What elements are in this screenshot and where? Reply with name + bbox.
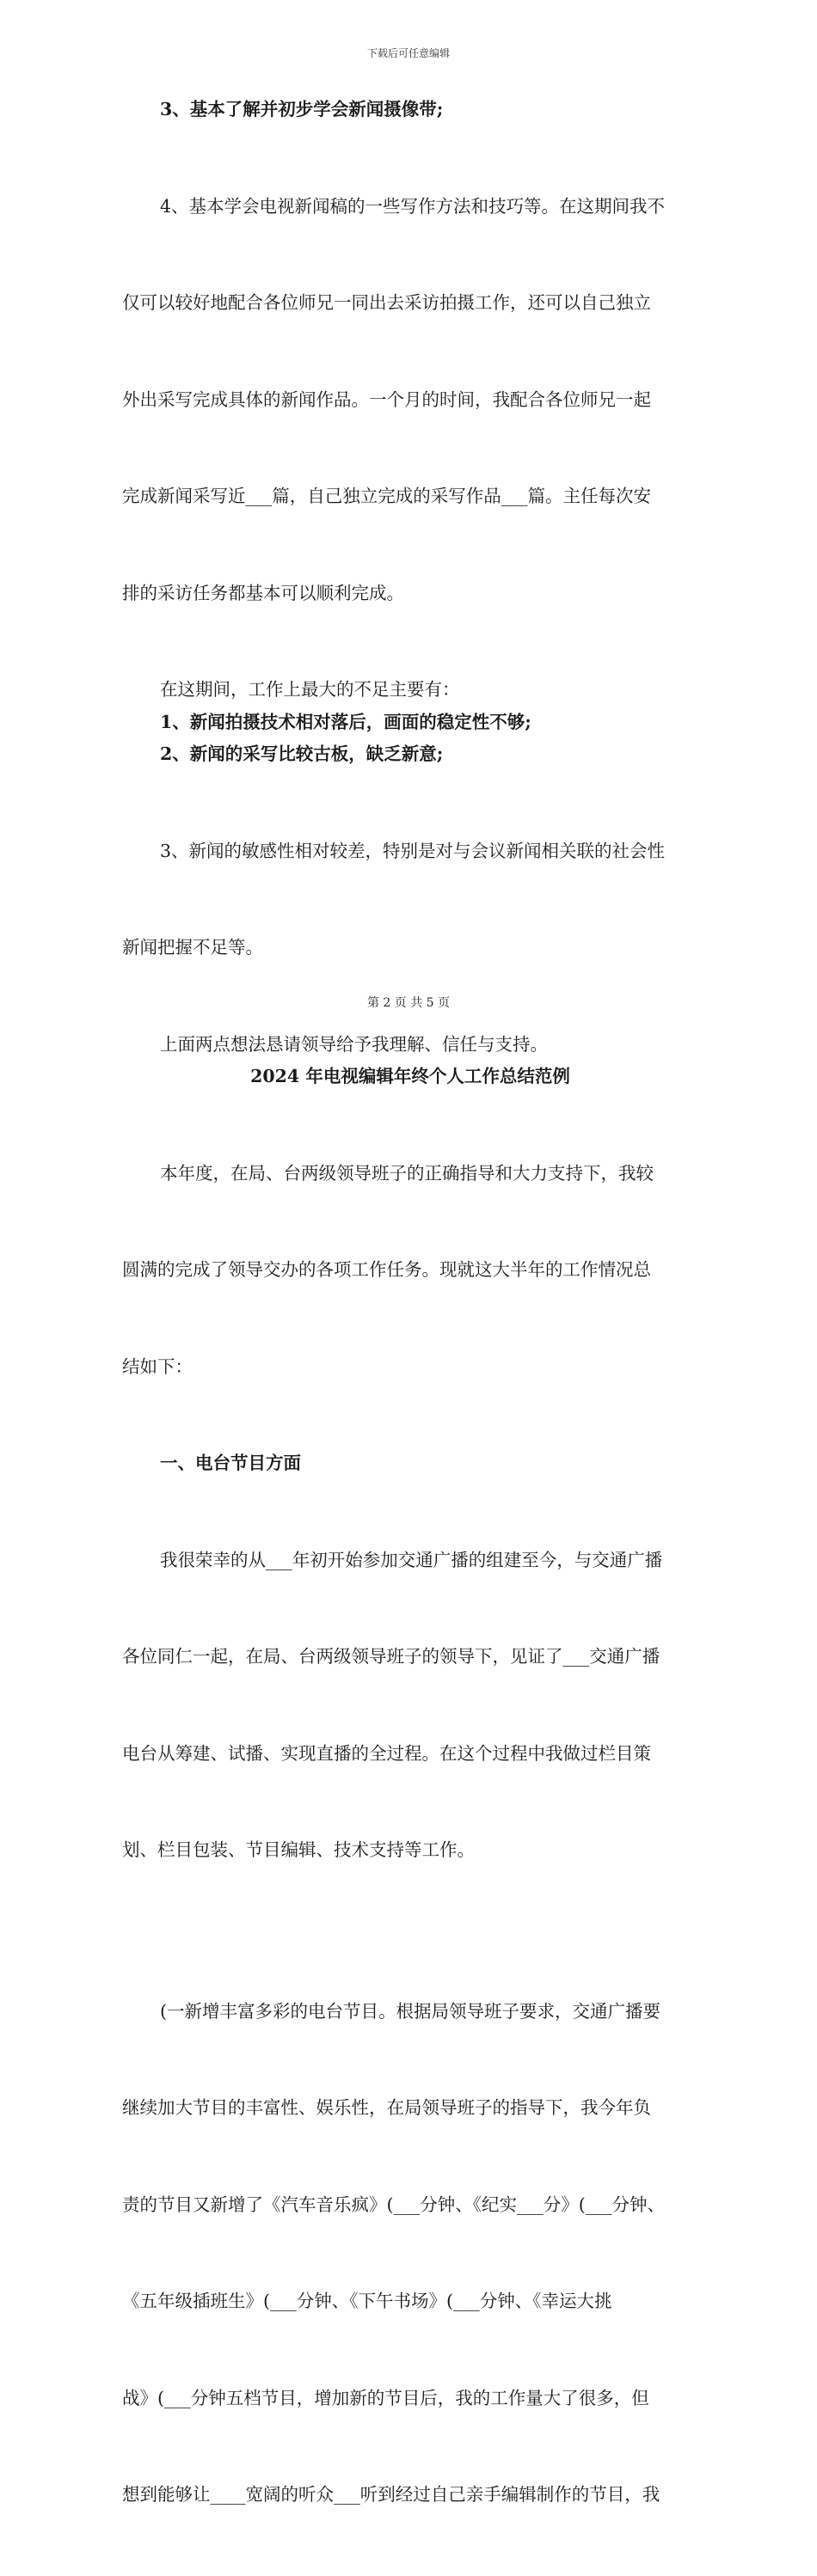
text-line: 划、栏目包装、节目编辑、技术支持等工作。 [122,1839,475,1860]
text-line: 新闻把握不足等。 [122,937,263,958]
page-number: 第 2 页 共 5 页 [366,996,451,1010]
text-line: 4、基本学会电视新闻稿的一些写作方法和技巧等。在这期间我不 [160,195,666,217]
text-line: 圆满的完成了领导交办的各项工作任务。现就这大半年的工作情况总 [122,1259,651,1280]
paragraph-shortcoming-3 [122,771,698,1029]
paragraph-shortcoming-2: 2、新闻的采写比较古板，缺乏新意; [160,743,444,764]
paragraph-item-4 [122,126,698,675]
text-line: 外出采写完成具体的新闻作品。一个月的时间，我配合各位师兄一起 [122,389,651,410]
text-line: 结如下： [122,1355,193,1377]
paragraph-new-programs [122,1931,698,2576]
text-line: 战》(___分钟五档节目，增加新的节目后，我的工作量大了很多，但 [122,2387,649,2408]
paragraph-item-3: 3、基本了解并初步学会新闻摄像带; [160,99,444,119]
text-line: 责的节目又新增了《汽车音乐疯》(___分钟、《纪实___分》(___分钟、 [122,2194,665,2215]
paragraph-intro [122,1093,698,1448]
page-header: 下载后可任意编辑 [366,47,450,59]
text-line: 仅可以较好地配合各位师兄一同出去采访拍摄工作，还可以自己独立 [122,292,651,313]
text-line: 完成新闻采写近___篇，自己独立完成的采写作品___篇。主任每次安 [122,486,651,506]
paragraph-shortcoming-1: 1、新闻拍摄技术相对落后，画面的稳定性不够; [160,711,531,732]
text-line: 各位同仁一起，在局、台两级领导班子的领导下，见证了___交通广播 [122,1646,660,1667]
paragraph-shortcomings-intro: 在这期间，工作上最大的不足主要有： [160,679,460,700]
text-line: (一新增丰富多彩的电台节目。根据局领导班子要求，交通广播要 [160,2000,660,2022]
text-line: 3、新闻的敏感性相对较差，特别是对与会议新闻相关联的社会性 [160,840,666,861]
paragraph-request-support: 上面两点想法恳请领导给予我理解、信任与支持。 [160,1033,548,1055]
heading-radio-programs: 一、电台节目方面 [160,1453,301,1473]
text-line: 排的采访任务都基本可以顺利完成。 [122,582,404,603]
text-line: 《五年级插班生》(___分钟、《下午书场》(___分钟、《幸运大挑 [122,2291,612,2311]
section-title: 2024 年电视编辑年终个人工作总结范例 [250,1066,570,1086]
text-line: 我很荣幸的从___年初开始参加交通广播的组建至今，与交通广播 [160,1549,663,1570]
text-line: 想到能够让____宽阔的听众___听到经过自己亲手编辑制作的节目，我 [122,2484,660,2505]
document-body [122,94,698,2576]
text-line: 本年度，在局、台两级领导班子的正确指导和大力支持下，我较 [160,1162,654,1184]
paragraph-radio-history [122,1480,698,1931]
text-line: 电台从筹建、试播、实现直播的全过程。在这个过程中我做过栏目策 [122,1742,651,1764]
text-line: 继续加大节目的丰富性、娱乐性，在局领导班子的指导下，我今年负 [122,2097,651,2118]
